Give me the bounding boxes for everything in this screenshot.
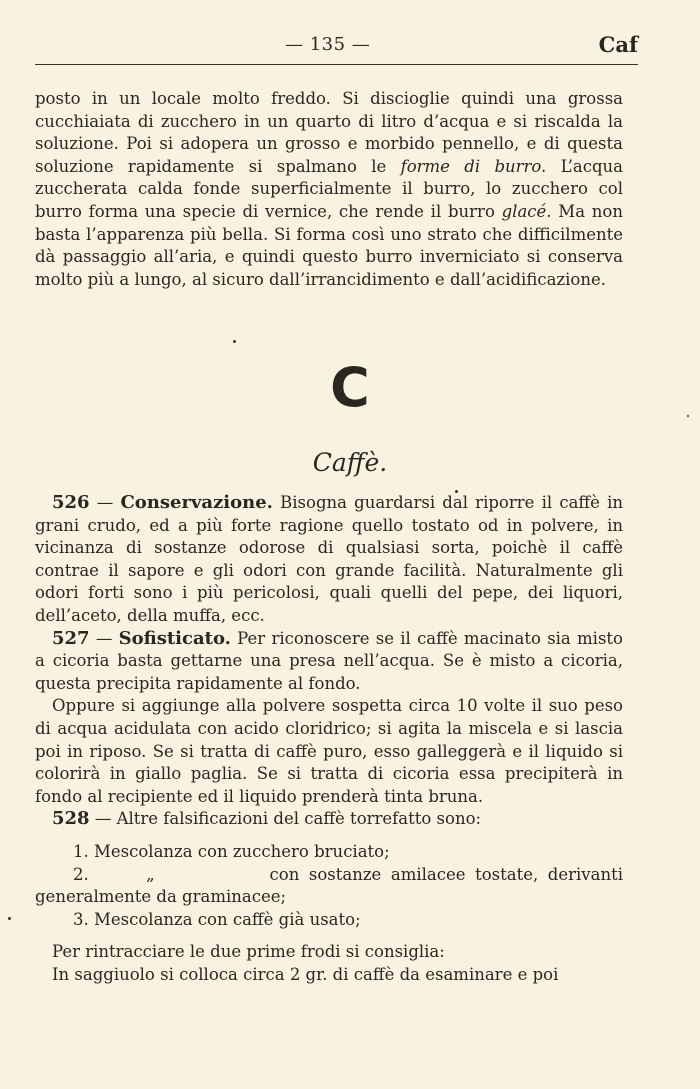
paragraph-oppure: Oppure si aggiunge alla polvere sospetta circa 10 volte il suo peso di acqua acidulata con acido cloridrico; si agita la miscela e si lascia poi in riposo. Se si tratta di caffè puro, esso galleggerà e il liquido si colorirà in giallo paglia. Se si tratta di cicoria essa precipiterà in fondo al recipiente ed il liquido prenderà tinta bruna. <box>35 696 623 806</box>
intro-text-2: L’acqua zuccherata calda fonde superficialmente il burro, lo zucchero col burro forma una specie di vernice, che rende il burro <box>35 156 623 221</box>
list-item-2: 2. „ con sostanze amilacee tostate, derivanti generalmente da graminacee; <box>35 864 629 907</box>
entry-number: 528 <box>52 808 90 830</box>
entry-text: Altre falsificazioni del caffè torrefatto sono: <box>116 809 482 829</box>
entry-number: 527 <box>52 627 90 649</box>
intro-paragraph <box>35 88 623 291</box>
entry-526 <box>35 492 623 628</box>
entry-number: 526 <box>52 492 90 513</box>
spacer <box>35 831 623 841</box>
section-letter: C <box>330 356 370 419</box>
intro-emphasis-1: forme di burro. <box>400 156 547 176</box>
intro-text-1: posto in un locale molto freddo. Si discioglie quindi una grossa cucchiaiata di zucchero in un quarto di litro d’acqua e si riscalda la soluzione. Poi si adopera un grosso e morbido pennello, e di questa soluzione rapidamente si spalmano le <box>35 89 623 176</box>
closing-line-1: Per rintracciare le due prime frodi si consiglia: <box>52 942 445 962</box>
entry-separator: — <box>89 493 121 512</box>
entry-528 <box>35 808 623 831</box>
entry-separator: — <box>89 628 119 648</box>
entry-heading: Sofisticato. <box>118 627 231 649</box>
list-item-3: 3. Mescolanza con caffè già usato; <box>73 909 361 929</box>
entry-text: Bisogna guardarsi dal riporre il caffè in grani crudo, ed a più forte ragione quello tostato od in polvere, in vicinanza di sostanze odorose di qualsiasi sorta, poichè il caffè contrae il sapore e gli odori con grande facilità. Naturalmente gli odori forti sono i più pericolosi, quali quelli del pepe, dei liquori, dell’aceto, della muffa, ecc. <box>35 493 623 625</box>
entry-527 <box>35 628 623 696</box>
entry-separator: — <box>89 809 117 829</box>
section-title: Caffè. <box>312 448 388 477</box>
intro-emphasis-2: glacé. <box>501 201 552 221</box>
entry-heading: Conservazione. <box>120 492 273 513</box>
spacer <box>35 931 623 941</box>
print-speck <box>8 917 11 920</box>
page-header <box>35 32 638 64</box>
intro-text-3: Ma non basta l’apparenza più bella. Si forma così uno strato che difficilmente dà passaggio all’aria, e quindi questo burro inverniciato si conserva molto più a lungo, al sicuro dall’irrancidimento e dall’acidificazione. <box>35 201 623 289</box>
print-speck <box>687 415 689 417</box>
page-number: — 135 — <box>285 34 371 55</box>
print-speck <box>233 340 236 343</box>
list-item-1: 1. Mescolanza con zucchero bruciato; <box>73 841 390 861</box>
running-head: Caf <box>598 32 638 57</box>
main-text <box>35 492 629 986</box>
header-rule <box>35 64 638 65</box>
entry-text: Per riconoscere se il caffè macinato sia misto a cicoria basta gettarne una presa nell’acqua. Se è misto a cicoria, questa precipita rapidamente al fondo. <box>35 628 623 693</box>
closing-line-2: In saggiuolo si colloca circa 2 gr. di caffè da esaminare e poi <box>52 964 559 984</box>
